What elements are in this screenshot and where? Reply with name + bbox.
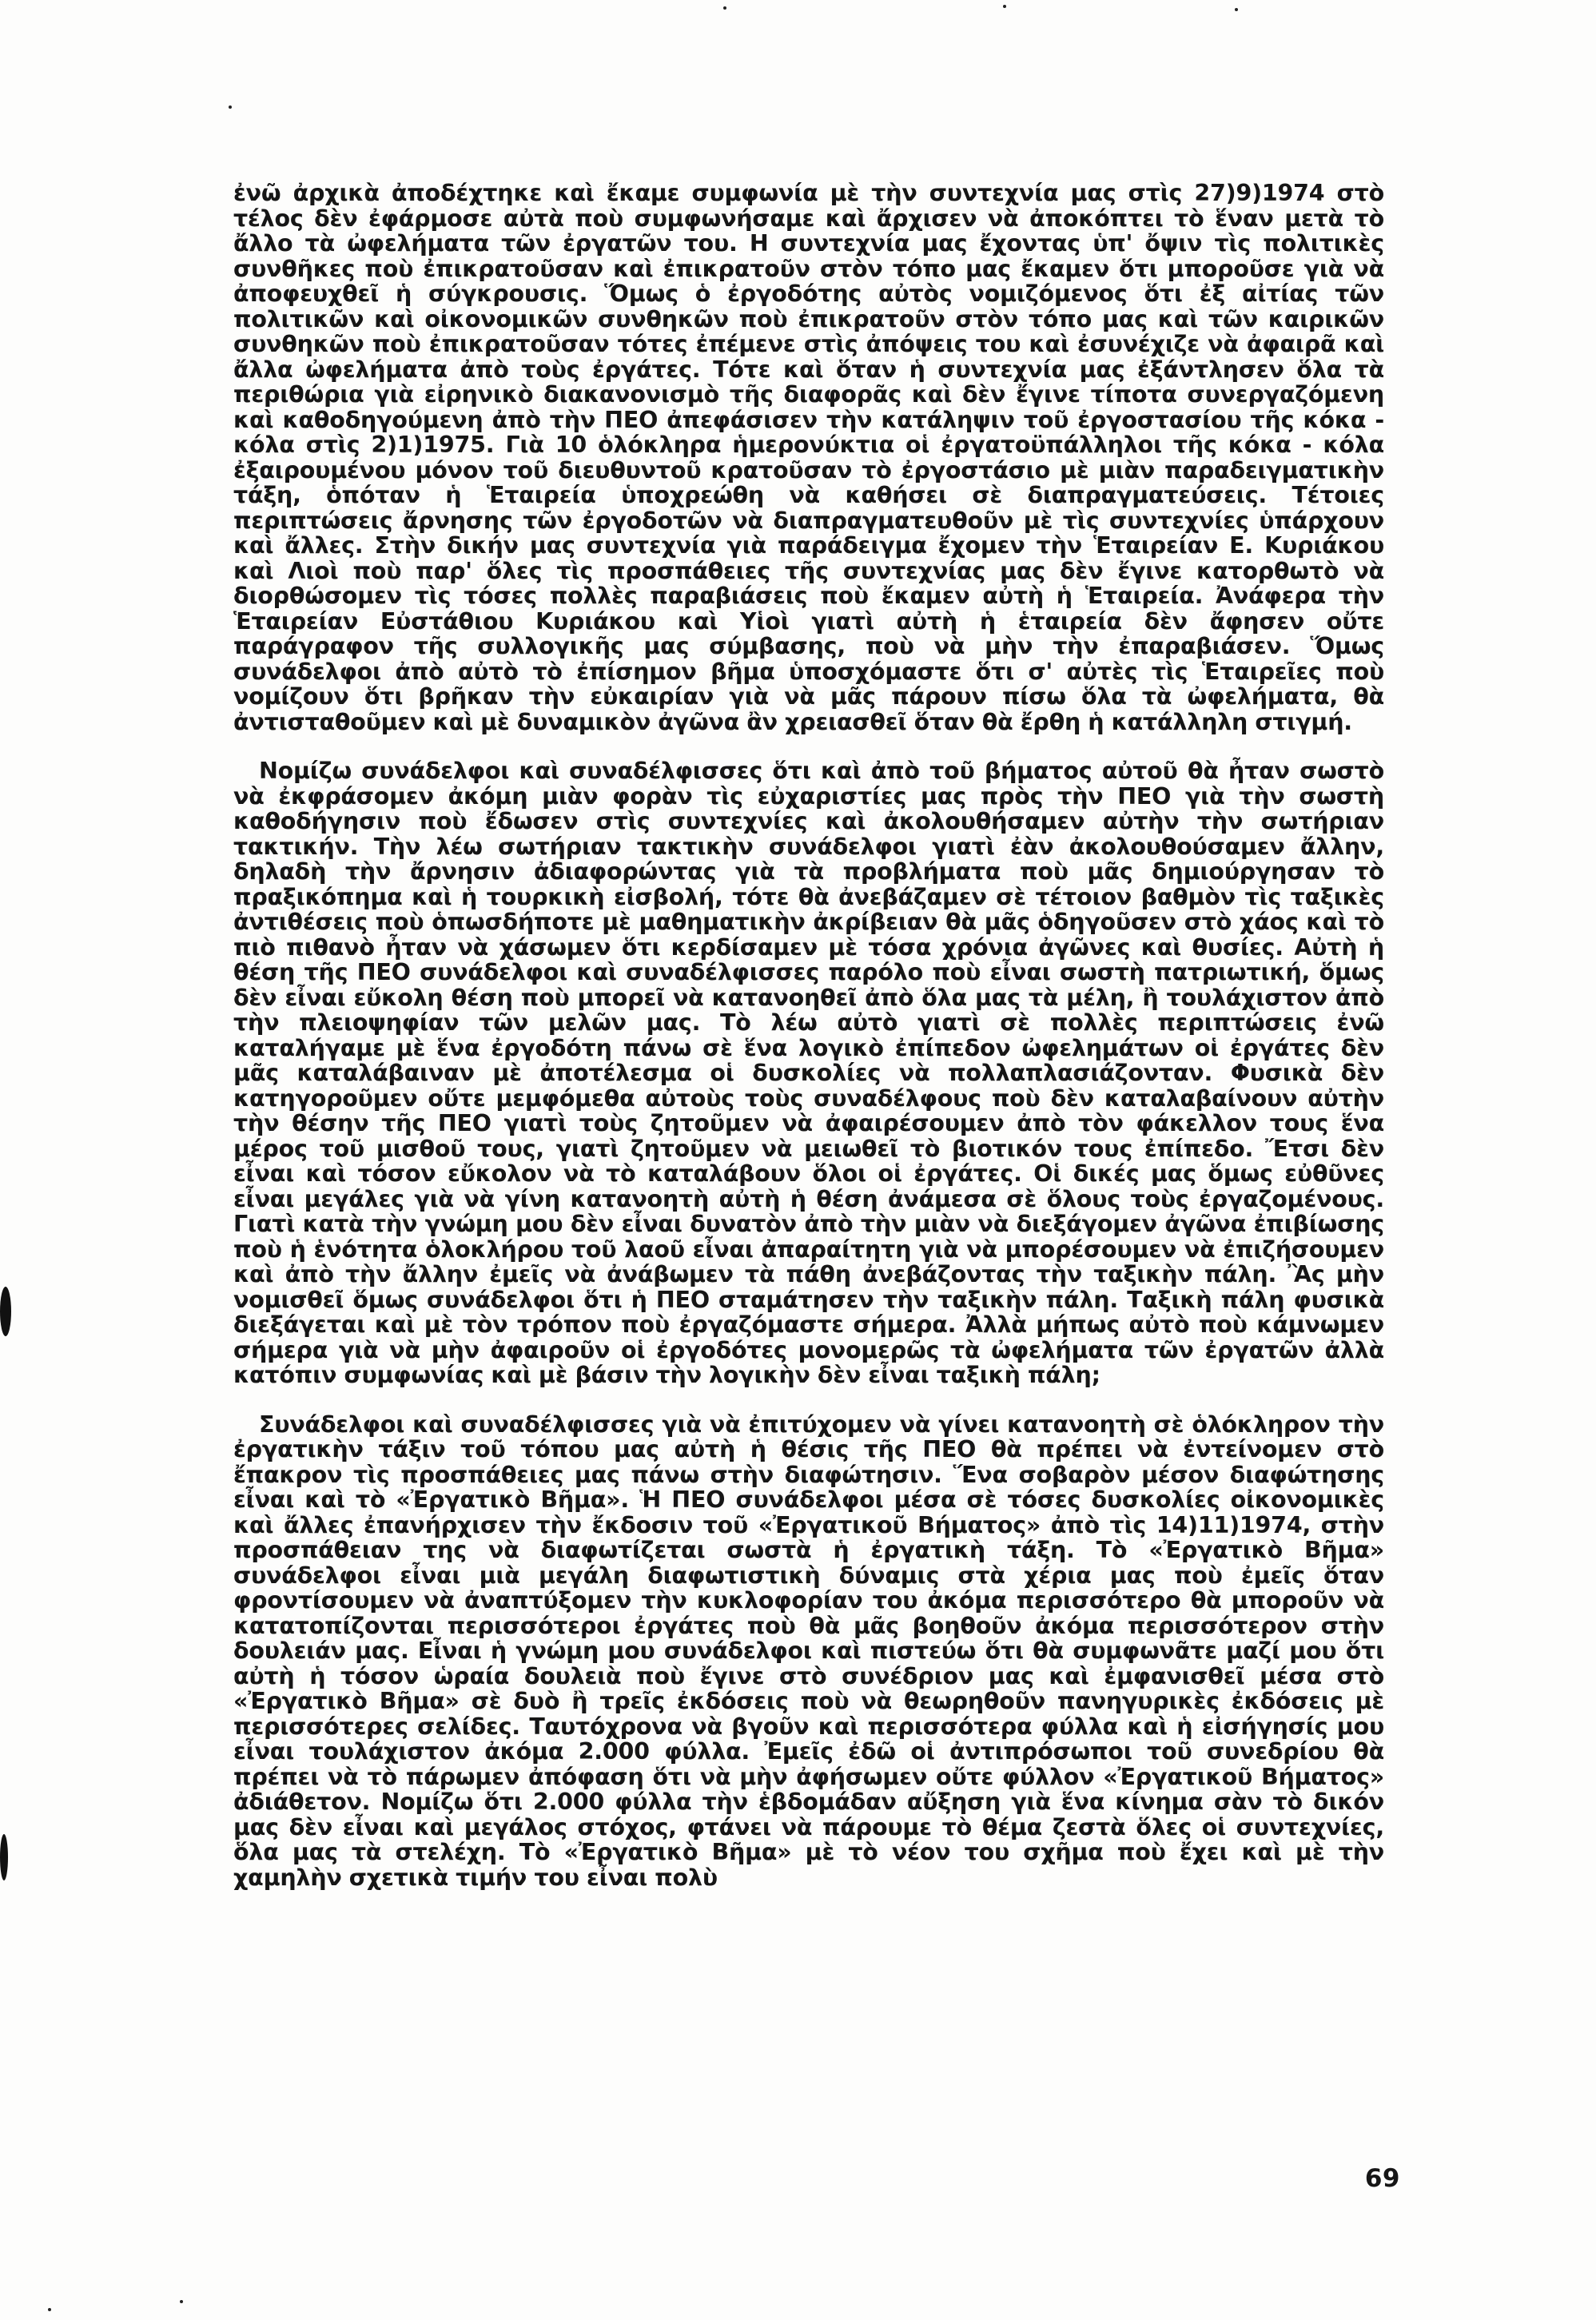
scan-speck bbox=[229, 105, 232, 109]
scan-speck bbox=[1003, 5, 1006, 8]
page-number: 69 bbox=[1364, 2164, 1400, 2193]
scan-speck bbox=[48, 2308, 51, 2311]
paragraph-3: Συνάδελφοι καὶ συναδέλφισσες γιὰ νὰ ἐπιτύχομεν νὰ γίνει κατανοητὴ σὲ ὁλόκληρον τὴν ἐργατικὴν τάξιν τοῦ τόπου μας αὐτὴ ἡ θέσις τῆς ΠΕΟ θὰ πρέπει νὰ ἐντείνομεν στὸ ἔπακρον τὶς προσπάθειες μας πάνω στὴν διαφώτησιν. Ἕνα σοβαρὸν μέσον διαφώτησης εἶναι καὶ τὸ «Ἐργατικὸ Βῆμα». Ἡ ΠΕΟ συνάδελφοι μέσα σὲ τόσες δυσκολίες οἰκονομικὲς καὶ ἄλλες ἐπανήρχισεν τὴν ἔκδοσιν τοῦ «Ἐργατικοῦ Βήματος» ἀπὸ τὶς 14)11)1974, στὴν προσπάθειαν της νὰ διαφωτίζεται σωστὰ ἡ ἐργατικὴ τάξη. Τὸ «Ἐργατικὸ Βῆμα» συνάδελφοι εἶναι μιὰ μεγάλη διαφωτιστικὴ δύναμις στὰ χέρια μας ποὺ ἐμεῖς ὅταν φροντίσουμεν νὰ ἀναπτύξομεν τὴν κυκλοφορίαν του ἀκόμα περισσότερο θὰ μποροῦν νὰ κατατοπίζονται περισσότεροι ἐργάτες ποὺ θὰ μᾶς βοηθοῦν ἀκόμα περισσότερον στὴν δουλειάν μας. Εἶναι ἡ γνώμη μου συνάδελφοι καὶ πιστεύω ὅτι θὰ συμφωνᾶτε μαζί μου ὅτι αὐτὴ ἡ τόσον ὡραία δουλειὰ ποὺ ἔγινε στὸ συνέδριον μας καὶ ἐμφανισθεῖ μέσα στὸ «Ἐργατικὸ Βῆμα» σὲ δυὸ ἢ τρεῖς ἐκδόσεις ποὺ νὰ θεωρηθοῦν πανηγυρικὲς ἐκδόσεις μὲ περισσότερες σελίδες. Ταυτόχρονα νὰ βγοῦν καὶ περισσότερα φύλλα καὶ ἡ εἰσήγησίς μου εἶναι τουλάχιστον ἀκόμα 2.000 φύλλα. Ἐμεῖς ἐδῶ οἱ ἀντιπρόσωποι τοῦ συνεδρίου θὰ πρέπει νὰ τὸ πάρωμεν ἀπόφαση ὅτι νὰ μὴν ἀφήσωμεν οὔτε φύλλον «Ἐργατικοῦ Βήματος» ἀδιάθετον. Νομίζω ὅτι 2.000 φύλλα τὴν ἑβδομάδαν αὔξηση γιὰ ἕνα κίνημα σὰν τὸ δικόν μας δὲν εἶναι καὶ μεγάλος στόχος, φτάνει νὰ πάρουμε τὸ θέμα ζεστὰ ὅλες οἱ συντεχνίες, ὅλα μας τὰ στελέχη. Τὸ «Ἐργατικὸ Βῆμα» μὲ τὸ νέον του σχῆμα ποὺ ἔχει καὶ μὲ τὴν χαμηλὴν σχετικὰ τιμήν του εἶναι πολὺ bbox=[233, 1411, 1384, 1891]
scan-edge-mark bbox=[0, 1834, 8, 1880]
scan-speck bbox=[180, 2300, 183, 2303]
scan-speck bbox=[723, 6, 726, 10]
scan-speck bbox=[1235, 8, 1238, 11]
paragraph-1: ἐνῶ ἀρχικὰ ἀποδέχτηκε καὶ ἔκαμε συμφωνία μὲ τὴν συντεχνία μας στὶς 27)9)1974 στὸ τέλος δὲν ἐφάρμοσε αὐτὰ ποὺ συμφωνήσαμε καὶ ἄρχισεν νὰ ἀποκόπτει τὸ ἕναν μετὰ τὸ ἄλλο τὰ ὠφελήματα τῶν ἐργατῶν του. Η συντεχνία μας ἔχοντας ὑπ' ὄψιν τὶς πολιτικὲς συνθῆκες ποὺ ἐπικρατοῦσαν καὶ ἐπικρατοῦν στὸν τόπο μας ἔκαμεν ὅτι μποροῦσε γιὰ νὰ ἀποφευχθεῖ ἡ σύγκρουσις. Ὅμως ὁ ἐργοδότης αὐτὸς νομιζόμενος ὅτι ἐξ αἰτίας τῶν πολιτικῶν καὶ οἰκονομικῶν συνθηκῶν ποὺ ἐπικρατοῦν στὸν τόπο μας καὶ τῶν καιρικῶν συνθηκῶν ποὺ ἐπικρατοῦσαν τότες ἐπέμενε στὶς ἀπόψεις του καὶ ἐσυνέχιζε νὰ ἀφαιρᾶ καὶ ἄλλα ὠφελήματα ἀπὸ τοὺς ἐργάτες. Τότε καὶ ὅταν ἡ συντεχνία μας ἐξάντλησεν ὅλα τὰ περιθώρια γιὰ εἰρηνικὸ διακανονισμὸ τῆς διαφορᾶς καὶ δὲν ἔγινε τίποτα συνεργαζόμενη καὶ καθοδηγούμενη ἀπὸ τὴν ΠΕΟ ἀπεφάσισεν τὴν κατάληψιν τοῦ ἐργοστασίου τῆς κόκα - κόλα στὶς 2)1)1975. Γιὰ 10 ὁλόκληρα ἡμερονύκτια οἱ ἐργατοϋπάλληλοι τῆς κόκα - κόλα ἐξαιρουμένου μόνον τοῦ διευθυντοῦ κρατοῦσαν τὸ ἐργοστάσιο μὲ μιὰν παραδειγματικὴν τάξη, ὁπόταν ἡ Ἑταιρεία ὑποχρεώθη νὰ καθήσει σὲ διαπραγματεύσεις. Τέτοιες περιπτώσεις ἄρνησης τῶν ἐργοδοτῶν νὰ διαπραγματευθοῦν μὲ τὶς συντεχνίες ὑπάρχουν καὶ ἄλλες. Στὴν δικήν μας συντεχνία γιὰ παράδειγμα ἔχομεν τὴν Ἑταιρείαν Ε. Κυριάκου καὶ Λιοὶ ποὺ παρ' ὅλες τὶς προσπάθειες τῆς συντεχνίας μας δὲν ἔγινε κατορθωτὸ νὰ διορθώσομεν τὶς τόσες πολλὲς παραβιάσεις ποὺ ἔκαμεν αὐτὴ ἡ Ἑταιρεία. Ἀνάφερα τὴν Ἑταιρείαν Εὐστάθιου Κυριάκου καὶ Υἱοὶ γιατὶ αὐτὴ ἡ ἑταιρεία δὲν ἄφησεν οὔτε παράγραφον τῆς συλλογικῆς μας σύμβασης, ποὺ νὰ μὴν τὴν ἐπαραβιάσεν. Ὅμως συνάδελφοι ἀπὸ αὐτὸ τὸ ἐπίσημον βῆμα ὑποσχόμαστε ὅτι σ' αὐτὲς τὶς Ἑταιρεῖες ποὺ νομίζουν ὅτι βρῆκαν τὴν εὐκαιρίαν γιὰ νὰ μᾶς πάρουν πίσω ὅλα τὰ ὠφελήματα, θὰ ἀντισταθοῦμεν καὶ μὲ δυναμικὸν ἀγῶνα ἂν χρειασθεῖ ὅταν θὰ ἔρθη ἡ κατάλληλη στιγμή. bbox=[233, 180, 1384, 735]
text-column bbox=[233, 181, 1384, 1890]
scan-edge-mark bbox=[0, 1287, 11, 1336]
paragraph-2: Νομίζω συνάδελφοι καὶ συναδέλφισσες ὅτι καὶ ἀπὸ τοῦ βήματος αὐτοῦ θὰ ἦταν σωστὸ νὰ ἐκφράσομεν ἀκόμη μιὰν φορὰν τὶς εὐχαριστίες μας πρὸς τὴν ΠΕΟ γιὰ τὴν σωστὴ καθοδήγησιν ποὺ ἔδωσεν στὶς συντεχνίες καὶ ἀκολουθήσαμεν αὐτὴν τὴν σωτήριαν τακτικήν. Τὴν λέω σωτήριαν τακτικὴν συνάδελφοι γιατὶ ἐὰν ἀκολουθούσαμεν ἄλλην, δηλαδὴ τὴν ἄρνησιν ἀδιαφορώντας γιὰ τὰ προβλήματα ποὺ μᾶς δημιούργησαν τὸ πραξικόπημα καὶ ἡ τουρκικὴ εἰσβολή, τότε θὰ ἀνεβάζαμεν σὲ τέτοιον βαθμὸν τὶς ταξικὲς ἀντιθέσεις ποὺ ὁπωσδήποτε μὲ μαθηματικὴν ἀκρίβειαν θὰ μᾶς ὁδηγοῦσεν στὸ χάος καὶ τὸ πιὸ πιθανὸ ἦταν νὰ χάσωμεν ὅτι κερδίσαμεν μὲ τόσα χρόνια ἀγῶνες καὶ θυσίες. Αὐτὴ ἡ θέση τῆς ΠΕΟ συνάδελφοι καὶ συναδέλφισσες παρόλο ποὺ εἶναι σωστὴ πατριωτική, ὅμως δὲν εἶναι εὔκολη θέση ποὺ μπορεῖ νὰ κατανοηθεῖ ἀπὸ ὅλα μας τὰ μέλη, ἢ τουλάχιστον ἀπὸ τὴν πλειοψηφίαν τῶν μελῶν μας. Τὸ λέω αὐτὸ γιατὶ σὲ πολλὲς περιπτώσεις ἐνῶ καταλήγαμε μὲ ἕνα ἐργοδότη πάνω σὲ ἕνα λογικὸ ἐπίπεδον ὠφελημάτων οἱ ἐργάτες δὲν μᾶς καταλάβαιναν μὲ ἀποτέλεσμα οἱ δυσκολίες νὰ πολλαπλασιάζονταν. Φυσικὰ δὲν κατηγοροῦμεν οὔτε μεμφόμεθα αὐτοὺς τοὺς συναδέλφους ποὺ δὲν καταλαβαίνουν αὐτὴν τὴν θέσην τῆς ΠΕΟ γιατὶ τοὺς ζητοῦμεν νὰ ἀφαιρέσουμεν ἀπὸ τὸν φάκελλον τους ἕνα μέρος τοῦ μισθοῦ τους, γιατὶ ζητοῦμεν νὰ μειωθεῖ τὸ βιοτικόν τους ἐπίπεδο. Ἔτσι δὲν εἶναι καὶ τόσον εὔκολον νὰ τὸ καταλάβουν ὅλοι οἱ ἐργάτες. Οἱ δικές μας ὅμως εὐθῦνες εἶναι μεγάλες γιὰ νὰ γίνη κατανοητὴ αὐτὴ ἡ θέση ἀνάμεσα σὲ ὅλους τοὺς ἐργαζομένους. Γιατὶ κατὰ τὴν γνώμη μου δὲν εἶναι δυνατὸν ἀπὸ τὴν μιὰν νὰ διεξάγομεν ἀγῶνα ἐπιβίωσης ποὺ ἡ ἑνότητα ὁλοκλήρου τοῦ λαοῦ εἶναι ἀπαραίτητη γιὰ νὰ μπορέσουμεν νὰ ἐπιζήσουμεν καὶ ἀπὸ τὴν ἄλλην ἐμεῖς νὰ ἀνάβωμεν τὰ πάθη ἀνεβάζοντας τὴν ταξικὴν πάλη. Ἂς μὴν νομισθεῖ ὅμως συνάδελφοι ὅτι ἡ ΠΕΟ σταμάτησεν τὴν ταξικὴν πάλη. Ταξικὴ πάλη φυσικὰ διεξάγεται καὶ μὲ τὸν τρόπον ποὺ ἐργαζόμαστε σήμερα. Ἀλλὰ μήπως αὐτὸ ποὺ κάμνωμεν σήμερα γιὰ νὰ μὴν ἀφαιροῦν οἱ ἐργοδότες μονομερῶς τὰ ὠφελήματα τῶν ἐργατῶν ἀλλὰ κατόπιν συμφωνίας καὶ μὲ βάσιν τὴν λογικὴν δὲν εἶναι ταξικὴ πάλη; bbox=[233, 758, 1384, 1388]
